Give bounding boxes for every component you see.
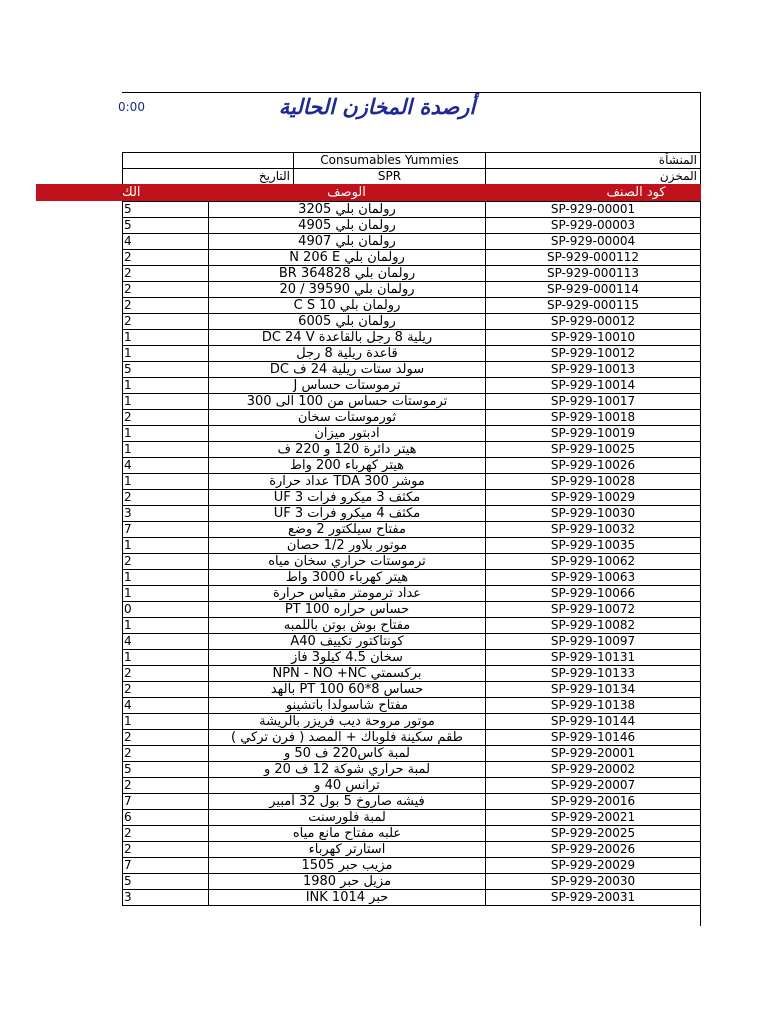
description-cell: بركسمتي NPN - NO +NC bbox=[209, 666, 486, 682]
code-cell: SP-929-10072 bbox=[486, 602, 701, 618]
description-cell: رولمان بلي 6005 bbox=[209, 314, 486, 330]
qty-cell: 2 bbox=[123, 554, 209, 570]
description-cell: موتور مروحة ديب فريزر بالريشة bbox=[209, 714, 486, 730]
code-cell: SP-929-10013 bbox=[486, 362, 701, 378]
stock-table-body bbox=[123, 202, 701, 906]
code-cell: SP-929-00004 bbox=[486, 234, 701, 250]
qty-cell: 7 bbox=[123, 858, 209, 874]
code-cell: SP-929-10028 bbox=[486, 474, 701, 490]
code-cell: SP-929-10032 bbox=[486, 522, 701, 538]
description-cell: مكثف 3 ميكرو فرات 3 UF bbox=[209, 490, 486, 506]
table-row bbox=[123, 890, 701, 906]
description-cell: ترموستات حساس J bbox=[209, 378, 486, 394]
qty-cell: 1 bbox=[123, 570, 209, 586]
stock-table bbox=[122, 201, 701, 906]
qty-cell: 1 bbox=[123, 714, 209, 730]
store-value: SPR bbox=[294, 169, 486, 185]
report-info-table bbox=[122, 152, 701, 185]
code-cell: SP-929-10035 bbox=[486, 538, 701, 554]
code-cell: SP-929-10010 bbox=[486, 330, 701, 346]
time-fragment: 0:00 bbox=[118, 100, 145, 114]
description-cell: هيتر كهرباء 200 واط bbox=[209, 458, 486, 474]
header-qty: الك bbox=[122, 185, 141, 200]
table-row bbox=[123, 570, 701, 586]
code-cell: SP-929-20029 bbox=[486, 858, 701, 874]
description-cell: ثورموستات سخان bbox=[209, 410, 486, 426]
code-cell: SP-929-10012 bbox=[486, 346, 701, 362]
qty-cell: 2 bbox=[123, 410, 209, 426]
table-row bbox=[123, 490, 701, 506]
code-cell: SP-929-20026 bbox=[486, 842, 701, 858]
description-cell: رولمان بلي C S 10 bbox=[209, 298, 486, 314]
table-row bbox=[123, 586, 701, 602]
qty-cell: 3 bbox=[123, 890, 209, 906]
table-row bbox=[123, 554, 701, 570]
table-row bbox=[123, 634, 701, 650]
description-cell: موشر TDA 300 عداد حرارة bbox=[209, 474, 486, 490]
description-cell: رولمان بلي BR 364828 bbox=[209, 266, 486, 282]
qty-cell: 2 bbox=[123, 250, 209, 266]
code-cell: SP-929-10063 bbox=[486, 570, 701, 586]
code-cell: SP-929-000115 bbox=[486, 298, 701, 314]
description-cell: ترموستات حراري سخان مياه bbox=[209, 554, 486, 570]
qty-cell: 4 bbox=[123, 698, 209, 714]
facility-label: المنشأة bbox=[486, 153, 701, 169]
code-cell: SP-929-10138 bbox=[486, 698, 701, 714]
code-cell: SP-929-10144 bbox=[486, 714, 701, 730]
description-cell: مفتاح بوش بوتن باللمبه bbox=[209, 618, 486, 634]
table-row bbox=[123, 394, 701, 410]
table-row bbox=[123, 314, 701, 330]
description-cell: سخان 4.5 كيلو3 فاز bbox=[209, 650, 486, 666]
qty-cell: 2 bbox=[123, 490, 209, 506]
qty-cell: 4 bbox=[123, 458, 209, 474]
description-cell: لمبة كاس220 ف 50 و bbox=[209, 746, 486, 762]
table-row bbox=[123, 202, 701, 218]
table-row bbox=[123, 298, 701, 314]
description-cell: هيتر دائرة 120 و 220 ف bbox=[209, 442, 486, 458]
table-row bbox=[123, 602, 701, 618]
code-cell: SP-929-20031 bbox=[486, 890, 701, 906]
stock-report-sheet bbox=[118, 92, 701, 926]
code-cell: SP-929-20025 bbox=[486, 826, 701, 842]
description-cell: مفتاح سيلكتور 2 وضع bbox=[209, 522, 486, 538]
description-cell: ادبتور ميزان bbox=[209, 426, 486, 442]
table-row bbox=[123, 538, 701, 554]
table-row bbox=[123, 858, 701, 874]
description-cell: مزيل حبر 1980 bbox=[209, 874, 486, 890]
report-title: أرصدة المخازن الحالية bbox=[278, 94, 476, 119]
description-cell: فيشه صاروخ 5 بول 32 أمبير bbox=[209, 794, 486, 810]
description-cell: ترانس 40 و bbox=[209, 778, 486, 794]
table-row bbox=[123, 362, 701, 378]
table-row bbox=[123, 730, 701, 746]
table-row bbox=[123, 250, 701, 266]
frame-top-border bbox=[122, 92, 700, 93]
code-cell: SP-929-10019 bbox=[486, 426, 701, 442]
table-row bbox=[123, 506, 701, 522]
table-row bbox=[123, 522, 701, 538]
code-cell: SP-929-10133 bbox=[486, 666, 701, 682]
qty-cell: 2 bbox=[123, 746, 209, 762]
code-cell: SP-929-10134 bbox=[486, 682, 701, 698]
code-cell: SP-929-00012 bbox=[486, 314, 701, 330]
description-cell: حساس PT 100 60*8 بالهد bbox=[209, 682, 486, 698]
qty-cell: 1 bbox=[123, 330, 209, 346]
description-cell: سولد ستات ريلية 24 ف DC bbox=[209, 362, 486, 378]
description-cell: حساس حراره PT 100 bbox=[209, 602, 486, 618]
table-row bbox=[123, 218, 701, 234]
table-row bbox=[123, 682, 701, 698]
description-cell: هيتر كهرباء 3000 واط bbox=[209, 570, 486, 586]
table-row bbox=[123, 330, 701, 346]
qty-cell: 1 bbox=[123, 618, 209, 634]
table-row bbox=[123, 778, 701, 794]
code-cell: SP-929-20001 bbox=[486, 746, 701, 762]
table-row bbox=[123, 458, 701, 474]
qty-cell: 7 bbox=[123, 522, 209, 538]
description-cell: رولمان بلي N 206 E bbox=[209, 250, 486, 266]
qty-cell: 2 bbox=[123, 666, 209, 682]
date-label: التاريخ bbox=[123, 169, 294, 185]
table-row bbox=[123, 746, 701, 762]
code-cell: SP-929-20030 bbox=[486, 874, 701, 890]
code-cell: SP-929-20016 bbox=[486, 794, 701, 810]
qty-cell: 1 bbox=[123, 426, 209, 442]
qty-cell: 2 bbox=[123, 842, 209, 858]
description-cell: مزيب حبر 1505 bbox=[209, 858, 486, 874]
code-cell: SP-929-10017 bbox=[486, 394, 701, 410]
table-row bbox=[123, 234, 701, 250]
qty-cell: 5 bbox=[123, 762, 209, 778]
table-row bbox=[123, 842, 701, 858]
table-row bbox=[123, 874, 701, 890]
table-row bbox=[123, 618, 701, 634]
table-row bbox=[123, 810, 701, 826]
code-cell: SP-929-20021 bbox=[486, 810, 701, 826]
code-cell: SP-929-10146 bbox=[486, 730, 701, 746]
description-cell: لمبة حراري شوكة 12 ف 20 و bbox=[209, 762, 486, 778]
table-row bbox=[123, 794, 701, 810]
qty-cell: 2 bbox=[123, 682, 209, 698]
qty-cell: 6 bbox=[123, 810, 209, 826]
code-cell: SP-929-20007 bbox=[486, 778, 701, 794]
code-cell: SP-929-20002 bbox=[486, 762, 701, 778]
description-cell: حبر INK 1014 bbox=[209, 890, 486, 906]
code-cell: SP-929-000114 bbox=[486, 282, 701, 298]
qty-cell: 4 bbox=[123, 234, 209, 250]
description-cell: رولمان بلي 4905 bbox=[209, 218, 486, 234]
qty-cell: 5 bbox=[123, 362, 209, 378]
qty-cell: 2 bbox=[123, 314, 209, 330]
qty-cell: 5 bbox=[123, 218, 209, 234]
qty-cell: 1 bbox=[123, 394, 209, 410]
table-row bbox=[123, 826, 701, 842]
description-cell: علبه مفتاح مانع مياه bbox=[209, 826, 486, 842]
table-row bbox=[123, 410, 701, 426]
table-row bbox=[123, 282, 701, 298]
description-cell: موتور بلاور 1/2 حصان bbox=[209, 538, 486, 554]
table-row bbox=[123, 698, 701, 714]
qty-cell: 5 bbox=[123, 874, 209, 890]
qty-cell: 1 bbox=[123, 442, 209, 458]
qty-cell: 1 bbox=[123, 378, 209, 394]
table-row bbox=[123, 762, 701, 778]
store-label: المخزن bbox=[486, 169, 701, 185]
description-cell: ريلية 8 رجل بالقاعدة DC 24 V bbox=[209, 330, 486, 346]
qty-cell: 1 bbox=[123, 346, 209, 362]
qty-cell: 7 bbox=[123, 794, 209, 810]
qty-cell: 2 bbox=[123, 826, 209, 842]
qty-cell: 2 bbox=[123, 298, 209, 314]
code-cell: SP-929-10062 bbox=[486, 554, 701, 570]
qty-cell: 2 bbox=[123, 266, 209, 282]
qty-cell: 1 bbox=[123, 538, 209, 554]
code-cell: SP-929-00001 bbox=[486, 202, 701, 218]
code-cell: SP-929-10131 bbox=[486, 650, 701, 666]
description-cell: عداد ترمومتر مقياس حرارة bbox=[209, 586, 486, 602]
description-cell: مفتاح شاسولدا باتشينو bbox=[209, 698, 486, 714]
code-cell: SP-929-000112 bbox=[486, 250, 701, 266]
store-row bbox=[123, 169, 701, 185]
facility-row bbox=[123, 153, 701, 169]
qty-cell: 3 bbox=[123, 506, 209, 522]
header-description: الوصف bbox=[327, 185, 366, 200]
code-cell: SP-929-10014 bbox=[486, 378, 701, 394]
code-cell: SP-929-10018 bbox=[486, 410, 701, 426]
description-cell: مكثف 4 ميكرو فرات 3 UF bbox=[209, 506, 486, 522]
code-cell: SP-929-10066 bbox=[486, 586, 701, 602]
description-cell: طقم سكينة فلوباك + المصد ( فرن تركي ) bbox=[209, 730, 486, 746]
qty-cell: 2 bbox=[123, 282, 209, 298]
code-cell: SP-929-10030 bbox=[486, 506, 701, 522]
qty-cell: 2 bbox=[123, 778, 209, 794]
qty-cell: 1 bbox=[123, 650, 209, 666]
table-row bbox=[123, 650, 701, 666]
qty-cell: 2 bbox=[123, 730, 209, 746]
description-cell: استارتر كهرباء bbox=[209, 842, 486, 858]
info-empty-cell bbox=[123, 153, 294, 169]
code-cell: SP-929-10029 bbox=[486, 490, 701, 506]
qty-cell: 1 bbox=[123, 474, 209, 490]
code-cell: SP-929-10097 bbox=[486, 634, 701, 650]
table-row bbox=[123, 346, 701, 362]
description-cell: لمبة فلورسنت bbox=[209, 810, 486, 826]
description-cell: رولمان بلي 3205 bbox=[209, 202, 486, 218]
code-cell: SP-929-00003 bbox=[486, 218, 701, 234]
description-cell: قاعدة ريلية 8 رجل bbox=[209, 346, 486, 362]
qty-cell: 0 bbox=[123, 602, 209, 618]
table-row bbox=[123, 442, 701, 458]
description-cell: ترموستات حساس من 100 الى 300 bbox=[209, 394, 486, 410]
description-cell: رولمان بلي 39590 / 20 bbox=[209, 282, 486, 298]
qty-cell: 5 bbox=[123, 202, 209, 218]
header-code: كود الصنف bbox=[606, 185, 666, 200]
qty-cell: 4 bbox=[123, 634, 209, 650]
table-row bbox=[123, 426, 701, 442]
table-row bbox=[123, 666, 701, 682]
code-cell: SP-929-000113 bbox=[486, 266, 701, 282]
table-row bbox=[123, 378, 701, 394]
table-row bbox=[123, 714, 701, 730]
table-row bbox=[123, 474, 701, 490]
description-cell: كونتاكتور تكييف A40 bbox=[209, 634, 486, 650]
description-cell: رولمان بلي 4907 bbox=[209, 234, 486, 250]
code-cell: SP-929-10025 bbox=[486, 442, 701, 458]
code-cell: SP-929-10082 bbox=[486, 618, 701, 634]
code-cell: SP-929-10026 bbox=[486, 458, 701, 474]
table-row bbox=[123, 266, 701, 282]
qty-cell: 1 bbox=[123, 586, 209, 602]
facility-value: Consumables Yummies bbox=[294, 153, 486, 169]
